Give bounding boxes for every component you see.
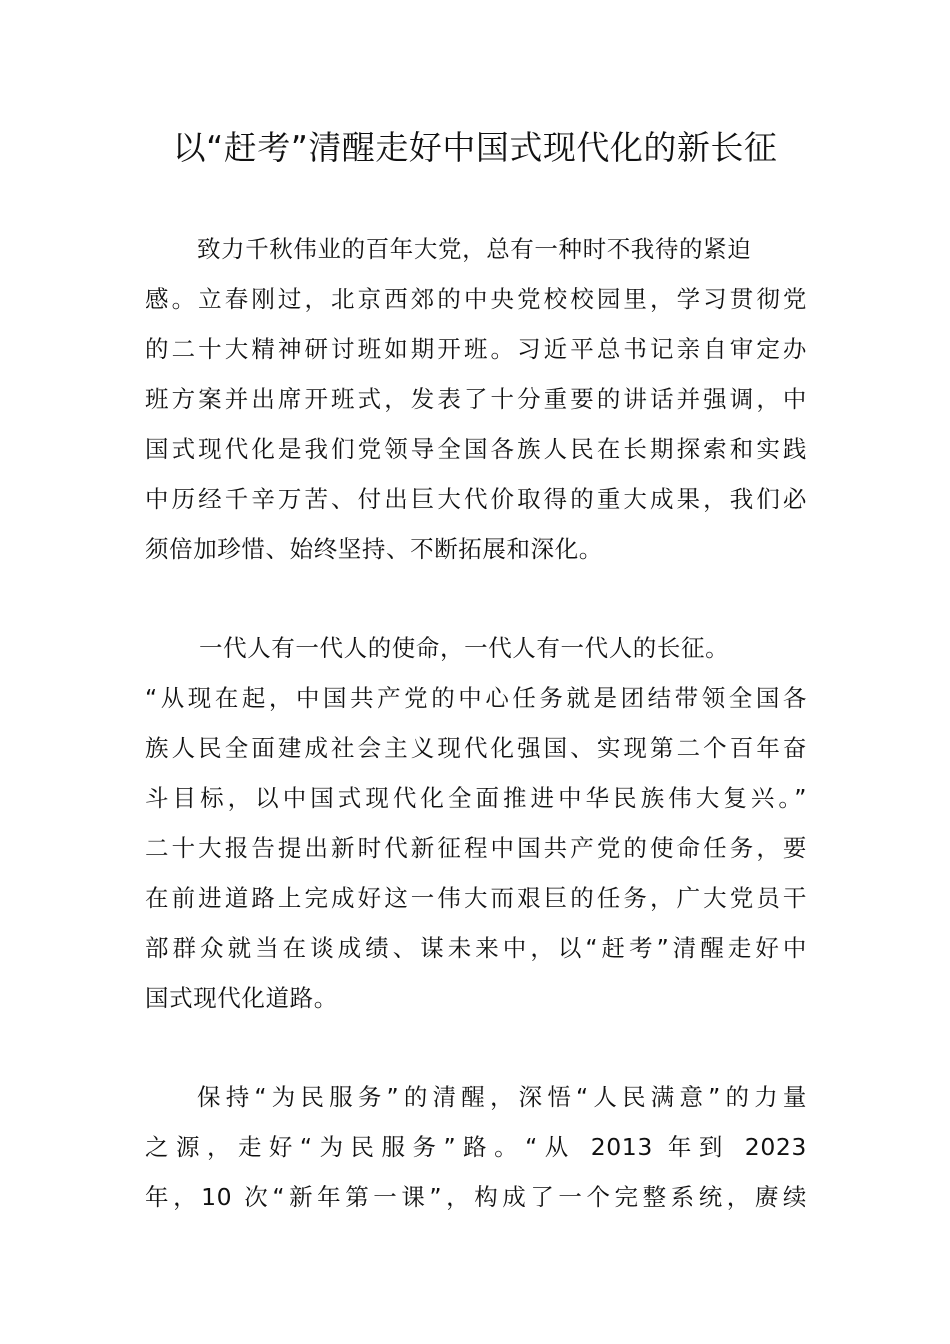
paragraph-3-line-1: 保持“为民服务”的清醒，深悟“人民满意”的力量 [197, 1083, 807, 1111]
paragraph-1-line-4: 班方案并出席开班式，发表了十分重要的讲话并强调，中 [145, 385, 807, 413]
paragraph-3-line-3: 年，10 次“新年第一课”，构成了一个完整系统，赓续 [145, 1183, 807, 1211]
paragraph-2-line-1: 一代人有一代人的使命，一代人有一代人的长征。 [199, 634, 730, 662]
paragraph-1-line-2: 感。立春刚过，北京西郊的中央党校校园里，学习贯彻党 [145, 285, 807, 313]
paragraph-2-line-2: “从现在起，中国共产党的中心任务就是团结带领全国各 [145, 684, 807, 712]
paragraph-2-line-3: 族人民全面建成社会主义现代化强国、实现第二个百年奋 [145, 734, 807, 762]
paragraph-2-line-5: 二十大报告提出新时代新征程中国共产党的使命任务，要 [145, 834, 807, 862]
paragraph-1-line-5: 国式现代化是我们党领导全国各族人民在长期探索和实践 [145, 435, 807, 463]
paragraph-2-line-4: 斗目标，以中国式现代化全面推进中华民族伟大复兴。” [145, 784, 807, 812]
paragraph-3-line-2: 之源，走好“为民服务”路。“从 2013 年到 2023 [145, 1133, 807, 1161]
paragraph-1-line-3: 的二十大精神研讨班如期开班。习近平总书记亲自审定办 [145, 335, 807, 363]
paragraph-1-line-6: 中历经千辛万苦、付出巨大代价取得的重大成果，我们必 [145, 485, 807, 513]
paragraph-2-line-6: 在前进道路上完成好这一伟大而艰巨的任务，广大党员干 [145, 884, 807, 912]
paragraph-2-line-7: 部群众就当在谈成绩、谋未来中，以“赶考”清醒走好中 [145, 934, 807, 962]
paragraph-1-line-1: 致力千秋伟业的百年大党，总有一种时不我待的紧迫 [197, 235, 752, 263]
paragraph-2-line-8: 国式现代化道路。 [145, 984, 338, 1012]
document-title: 以“赶考”清醒走好中国式现代化的新长征 [172, 128, 778, 167]
paragraph-1-line-7: 须倍加珍惜、始终坚持、不断拓展和深化。 [145, 535, 603, 563]
